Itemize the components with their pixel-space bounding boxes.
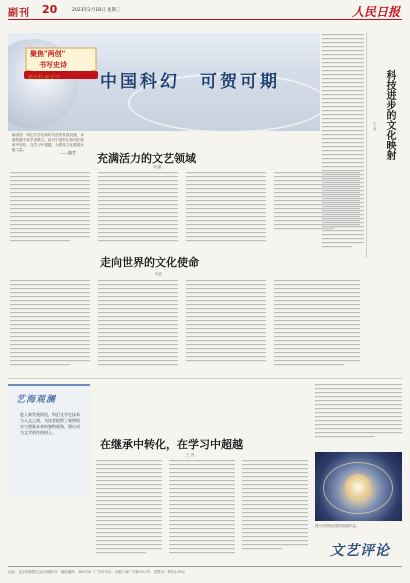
article-1-text-lines <box>10 172 365 250</box>
article-2-text-lines <box>10 280 365 376</box>
article-3-headline: 在继承中转化，在学习中超越 <box>100 438 243 451</box>
sidebar-text: 进入新发展阶段，科幻文学在技术与人文之间，为读者提供了观照现实与想象未来的独特视角，理应成为文学创作的热土。 <box>20 412 80 435</box>
badge-line-2: 书写史诗 <box>39 60 67 69</box>
right-column-author: 王 莹 <box>373 122 377 131</box>
header-rule <box>8 19 402 20</box>
article-2-author: 吴岩 <box>155 272 163 276</box>
topic-badge <box>20 44 102 90</box>
article-2-body <box>10 280 365 376</box>
topic-banner <box>8 33 320 131</box>
right-lower-body <box>315 384 402 448</box>
article-3-text-lines <box>96 460 310 560</box>
editor-note: 编者按：科幻文学在新时代迎来发展机遇，本版特邀专家学者撰文，探讨中国科幻如何在继承中转化、在学习中超越，为建设文化强国贡献力量。 <box>12 133 84 152</box>
banner-title: 中国科幻 可贺可期 <box>100 72 280 92</box>
right-column-body <box>322 34 364 258</box>
sidebar-title: 艺海观澜 <box>16 395 57 405</box>
section-divider <box>8 378 402 379</box>
issue-date: 2023年2月18日 星期三 <box>72 8 121 13</box>
article-1-author: 刘 慈 <box>153 165 162 169</box>
page-header <box>8 4 402 20</box>
image-caption: 图为中国科幻题材插画作品。 <box>315 524 360 528</box>
right-column-divider <box>366 33 367 258</box>
article-1-headline: 充满活力的文艺领域 <box>97 152 196 165</box>
badge-line-1: 聚焦"两创" <box>30 49 66 58</box>
page-number: 20 <box>42 3 58 16</box>
page-footer: 社址：北京市朝阳区金台西路2号 邮政编码：100733 广告许可证：京朝工商广字第0111号 零售价：每份1.00元 <box>8 566 402 574</box>
badge-line-3: 新征程 新文学 <box>28 75 60 81</box>
right-lower-text-lines <box>315 384 402 448</box>
section-name: 副刊 <box>8 8 30 19</box>
column-stamp: 文艺评论 <box>330 543 390 559</box>
sidebar-box <box>8 384 90 496</box>
newspaper-logo: 人民日报 <box>351 5 400 19</box>
article-3-body <box>96 460 310 560</box>
right-column-headline: 科技进步的文化映射 <box>384 70 395 160</box>
scifi-illustration <box>315 452 402 521</box>
illustration-orb <box>345 474 371 500</box>
editor-signature: ——编者 <box>60 150 76 155</box>
right-column-text-lines <box>322 34 364 258</box>
article-1-body <box>10 172 365 250</box>
article-2-headline: 走向世界的文化使命 <box>100 256 199 269</box>
article-3-author: 王 晋 <box>186 453 195 457</box>
